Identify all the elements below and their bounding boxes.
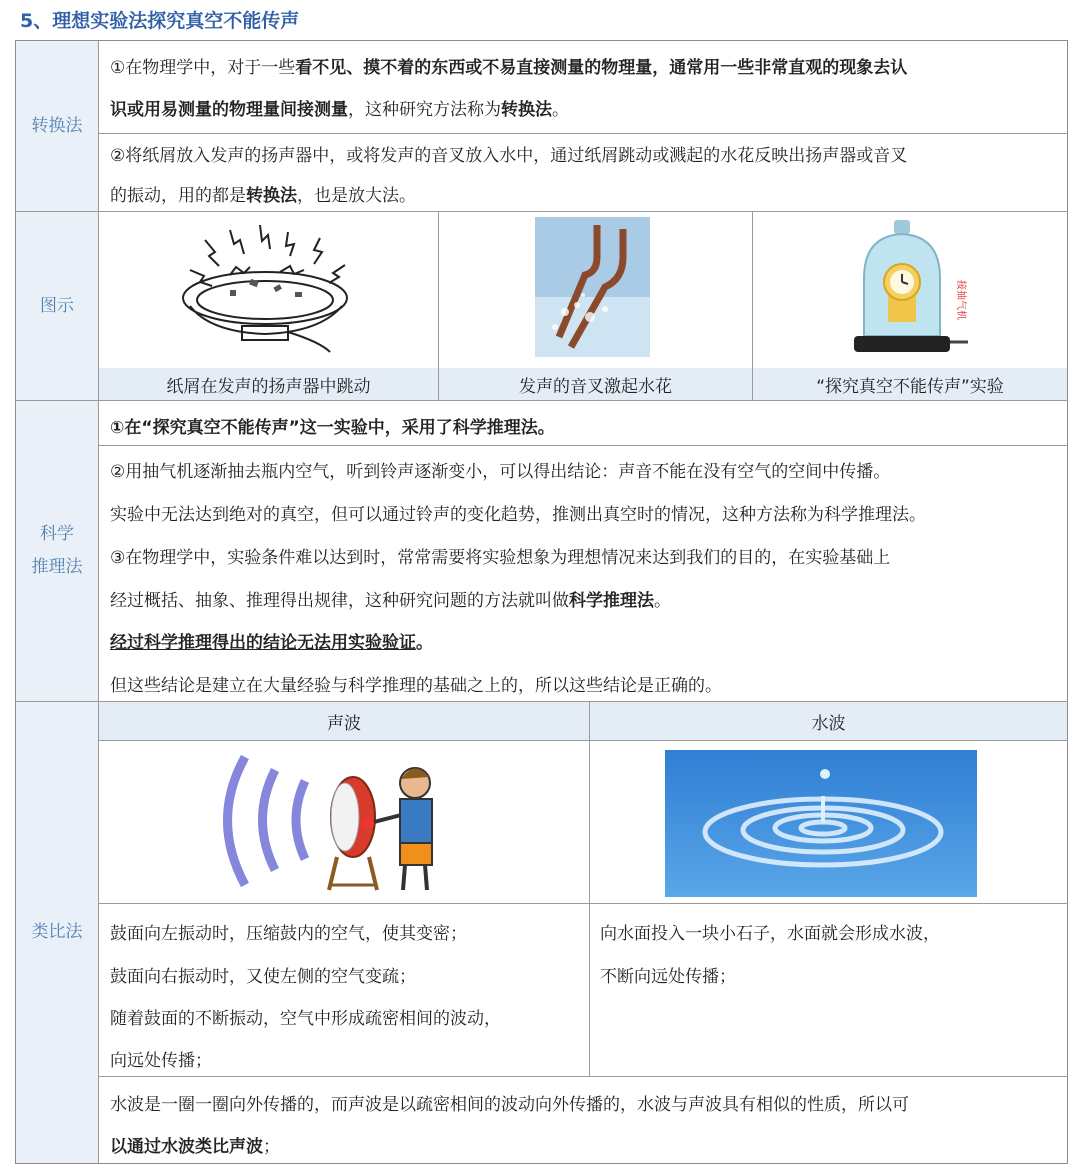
text-run: 的振动，用的都是 [110,186,246,206]
divider [15,400,1068,401]
water-line1: 向水面投入一块小石子，水面就会形成水波， [600,924,940,944]
header-sound-wave: 声波 [99,702,589,740]
text-run: 经过概括、抽象、推理得出规律，这种研究问题的方法就叫做 [110,591,569,611]
text-run-bold: 转换法 [246,186,297,206]
text-run-bold: 看不见、摸不着的东西或不易直接测量的物理量，通常用一些非常直观的现象去认 [295,58,908,78]
text-run-bold: 科学推理法 [569,591,654,611]
speaker-paper-illustration [170,220,370,355]
label-analogy [16,702,98,1163]
reasoning-line5 [110,591,671,611]
label-conversion [16,41,98,211]
text-run: 。 [654,591,671,611]
sound-line4: 向远处传播； [110,1051,212,1071]
text-run: 。 [552,100,569,120]
label-reasoning-line2: 推理法 [31,557,83,577]
conversion-p1-line1 [110,58,907,78]
divider [98,1076,1068,1077]
reasoning-line3: 实验中无法达到绝对的真空，但可以通过铃声的变化趋势，推测出真空时的情况，这种方法称为科学推理法。 [110,505,926,525]
text-run: ，也是放大法。 [297,186,416,206]
section-title: 5、理想实验法探究真空不能传声 [20,10,300,32]
reasoning-line7: 但这些结论是建立在大量经验与科学推理的基础之上的，所以这些结论是正确的。 [110,676,722,696]
reasoning-line1: ①在“探究真空不能传声”这一实验中，采用了科学推理法。 [110,418,555,438]
reasoning-line4: ③在物理学中，实验条件难以达到时，常常需要将实验想象为理想情况来达到我们的目的，在实验基础上 [110,548,891,568]
water-ripple-illustration [665,750,977,897]
label-reasoning [16,401,98,701]
pump-label: 接抽气机 [955,280,966,320]
label-conversion-text: 转换法 [31,115,83,136]
caption-tuning-fork: 发声的音叉激起水花 [439,368,752,400]
sound-line2: 鼓面向右振动时，又使左侧的空气变疏； [110,967,416,987]
water-line2: 不断向远处传播； [600,967,736,987]
divider [589,702,590,1076]
label-illustration-text: 图示 [40,295,74,316]
summary-line2 [110,1137,280,1157]
reasoning-line2: ②用抽气机逐渐抽去瓶内空气，听到铃声逐渐变小，可以得出结论：声音不能在没有空气的空间中传播。 [110,462,891,482]
divider [98,133,1068,134]
text-run-bold: 识或用易测量的物理量间接测量 [110,100,348,120]
conversion-p2-line2 [110,186,416,206]
divider [98,445,1068,446]
divider [98,740,1068,741]
sound-line1: 鼓面向左振动时，压缩鼓内的空气，使其变密； [110,924,467,944]
bell-jar-illustration [850,218,975,358]
conversion-p2-line1: ②将纸屑放入发声的扬声器中，或将发声的音叉放入水中，通过纸屑跳动或溅起的水花反映出扬声器或音叉 [110,146,908,166]
divider [98,41,99,1163]
caption-speaker: 纸屑在发声的扬声器中跳动 [99,368,438,400]
header-water-wave: 水波 [590,702,1067,740]
text-run-bold: 。 [416,633,433,653]
divider [98,903,1068,904]
text-run: ①在物理学中，对于一些 [110,58,296,78]
label-illustration [16,212,98,400]
label-analogy-text: 类比法 [31,922,83,942]
label-reasoning-line1: 科学 [40,524,74,544]
sound-line3: 随着鼓面的不断振动，空气中形成疏密相间的波动， [110,1009,501,1029]
caption-bell-jar: “探究真空不能传声”实验 [753,368,1067,400]
text-run-bold: 以通过水波类比声波 [110,1137,263,1157]
text-run-bold: 转换法 [501,100,552,120]
conversion-p1-line2 [110,100,569,120]
drum-sound-wave-illustration [205,745,455,895]
reasoning-line6 [110,633,433,653]
divider [15,211,1068,212]
text-run: ，这种研究方法称为 [348,100,501,120]
text-run-bold-underline: 经过科学推理得出的结论无法用实验验证 [110,633,416,653]
tuning-fork-water-illustration [535,217,650,357]
summary-line1: 水波是一圈一圈向外传播的，而声波是以疏密相间的波动向外传播的，水波与声波具有相似的性质，所以可 [110,1095,909,1115]
text-run: ； [263,1137,280,1157]
